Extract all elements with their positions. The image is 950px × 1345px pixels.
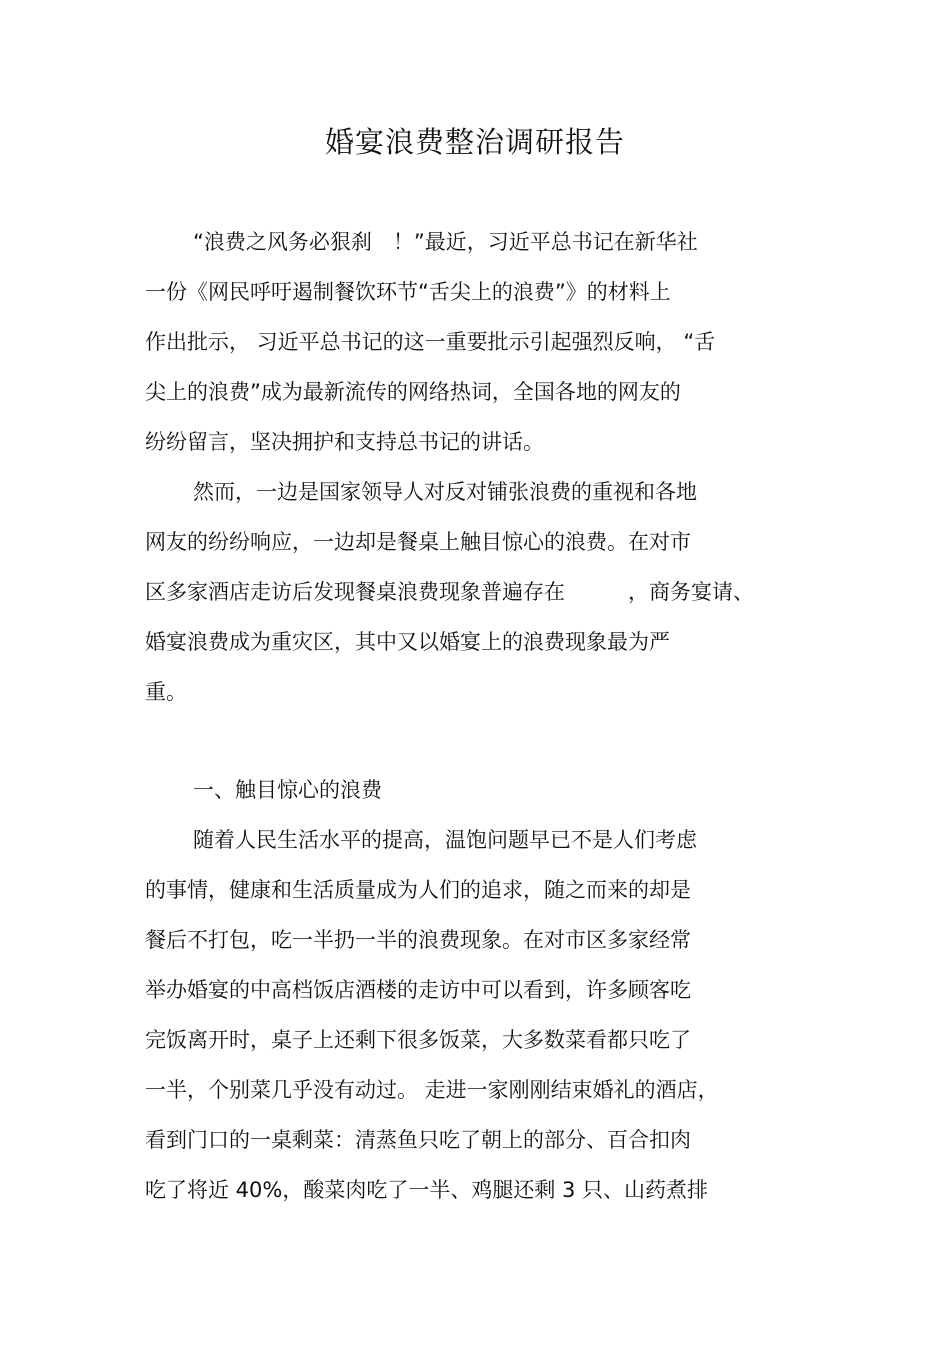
- paragraph-2-line-1: 然而，一边是国家领导人对反对铺张浪费的重视和各地: [193, 480, 697, 504]
- paragraph-1-line-1: “浪费之风务必狠刹 ！”最近，习近平总书记在新华社: [193, 230, 698, 254]
- paragraph-3-line-2: 的事情，健康和生活质量成为人们的追求，随之而来的却是: [145, 878, 691, 902]
- document-title: 婚宴浪费整治调研报告: [324, 125, 625, 159]
- paragraph-3-line-3: 餐后不打包，吃一半扔一半的浪费现象。在对市区多家经常: [145, 928, 691, 952]
- paragraph-1-line-4: 尖上的浪费”成为最新流传的网络热词，全国各地的网友的: [145, 380, 681, 404]
- paragraph-2-line-5: 重。: [145, 680, 187, 704]
- paragraph-3-line-5: 完饭离开时，桌子上还剩下很多饭菜，大多数菜看都只吃了: [145, 1028, 691, 1052]
- paragraph-2-line-4: 婚宴浪费成为重灾区，其中又以婚宴上的浪费现象最为严: [145, 630, 670, 654]
- paragraph-1-line-5: 纷纷留言，坚决拥护和支持总书记的讲话。: [145, 430, 544, 454]
- paragraph-3-line-1: 随着人民生活水平的提高，温饱问题早已不是人们考虑: [193, 828, 697, 852]
- paragraph-3-line-7: 看到门口的一桌剩菜：清蒸鱼只吃了朝上的部分、百合扣肉: [145, 1128, 691, 1152]
- paragraph-3-line-6: 一半，个别菜几乎没有动过。 走进一家刚刚结束婚礼的酒店，: [145, 1078, 719, 1102]
- paragraph-1-line-2: 一份《网民呼吁遏制餐饮环节“舌尖上的浪费”》的材料上: [145, 280, 671, 304]
- section-heading: 一、触目惊心的浪费: [193, 778, 382, 802]
- paragraph-3-line-8: 吃了将近 40%，酸菜肉吃了一半、鸡腿还剩 3 只、山药煮排: [145, 1178, 709, 1202]
- paragraph-2-line-2: 网友的纷纷响应，一边却是餐桌上触目惊心的浪费。在对市: [145, 530, 691, 554]
- paragraph-2-line-3: 区多家酒店走访后发现餐桌浪费现象普遍存在 ，商务宴请、: [145, 580, 754, 604]
- paragraph-3-line-4: 举办婚宴的中高档饭店酒楼的走访中可以看到，许多顾客吃: [145, 978, 691, 1002]
- paragraph-1-line-3: 作出批示， 习近平总书记的这一重要批示引起强烈反响， “舌: [145, 330, 716, 354]
